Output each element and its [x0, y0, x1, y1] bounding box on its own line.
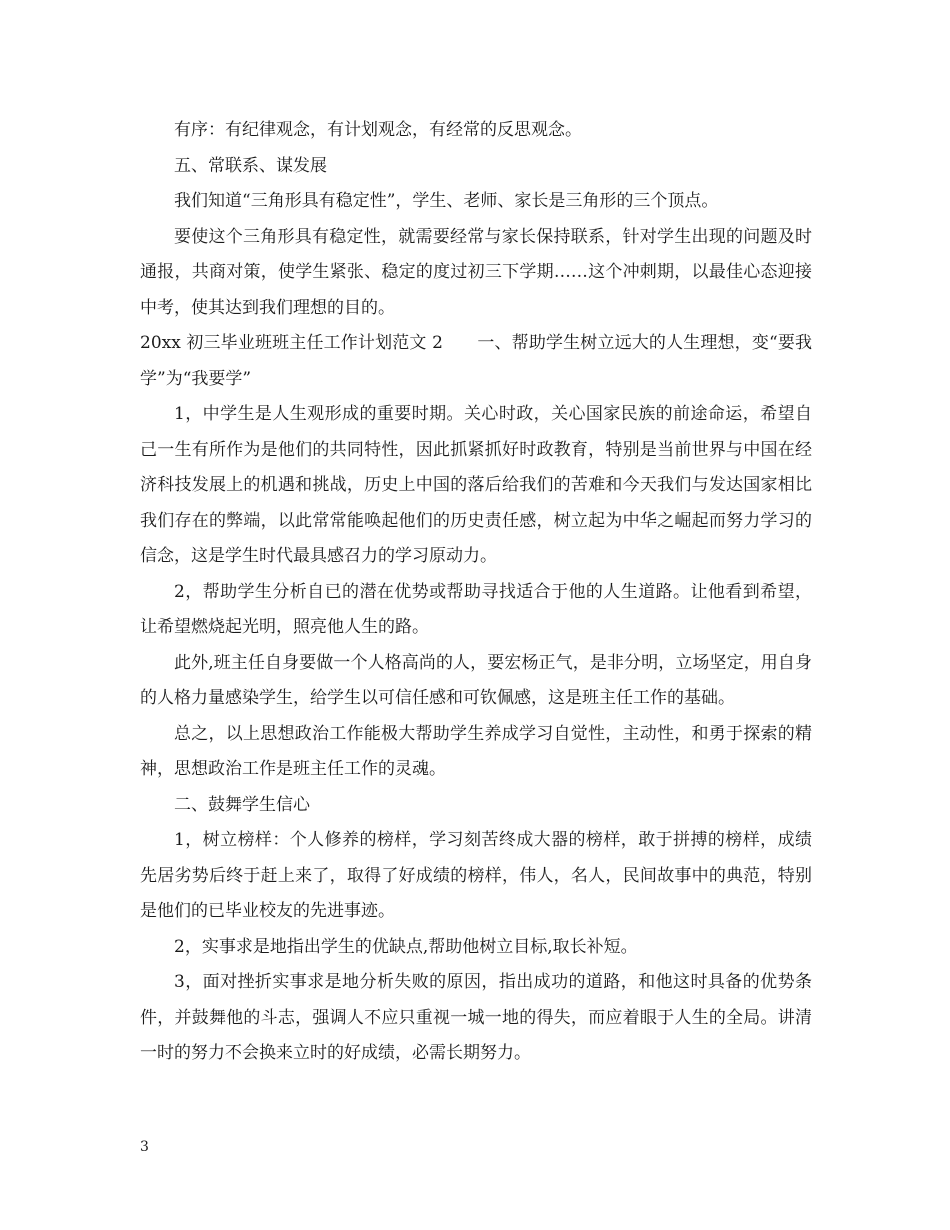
- paragraph: 2，实事求是地指出学生的优缺点,帮助他树立目标,取长补短。: [174, 936, 638, 957]
- document-body: [140, 113, 812, 1072]
- paragraph: 2，帮助学生分析自已的潜在优势或帮助寻找适合于他的人生道路。让他看到希望，让希望燃烧起光明，照亮他人生的路。: [140, 581, 812, 637]
- paragraph: 1，中学生是人生观形成的重要时期。关心时政，关心国家民族的前途命运，希望自己一生有所作为是他们的共同特性，因此抓紧抓好时政教育，特别是当前世界与中国在经济科技发展上的机遇和挑战，历史上中国的落后给我们的苦难和今天我们与发达国家相比我们存在的弊端，以此常常能唤起他们的历史责任感，树立起为中华之崛起而努力学习的信念，这是学生时代最具感召力的学习原动力。: [140, 404, 812, 566]
- paragraph: 1，树立榜样：个人修养的榜样，学习刻苦终成大器的榜样，敢于拼搏的榜样，成绩先居劣势后终于赶上来了，取得了好成绩的榜样，伟人，名人，民间故事中的典范，特别是他们的已毕业校友的先进事迹。: [140, 830, 812, 921]
- section-heading: 二、鼓舞学生信心: [174, 794, 310, 815]
- document-title-line: 20xx 初三毕业班班主任工作计划范文 2 一、帮助学生树立远大的人生理想，变“要我学”为“我要学”: [140, 333, 812, 389]
- paragraph: 要使这个三角形具有稳定性，就需要经常与家长保持联系，针对学生出现的问题及时通报，共商对策，使学生紧张、稳定的度过初三下学期……这个冲刺期，以最佳心态迎接中考，使其达到我们理想的目的。: [140, 226, 812, 318]
- paragraph: 此外,班主任自身要做一个人格高尚的人，要宏杨正气，是非分明，立场坚定，用自身的人格力量感染学生，给学生以可信任感和可钦佩感，这是班主任工作的基础。: [140, 652, 812, 708]
- paragraph: 我们知道“三角形具有稳定性”，学生、老师、家长是三角形的三个顶点。: [174, 191, 719, 211]
- page-number: 3: [140, 1139, 149, 1155]
- section-heading: 五、常联系、谋发展: [174, 155, 327, 176]
- paragraph: 总之，以上思想政治工作能极大帮助学生养成学习自觉性，主动性，和勇于探索的精神，思想政治工作是班主任工作的灵魂。: [140, 723, 812, 779]
- paragraph: 有序：有纪律观念，有计划观念，有经常的反思观念。: [174, 120, 582, 140]
- paragraph: 3，面对挫折实事求是地分析失败的原因，指出成功的道路，和他这时具备的优势条件，并鼓舞他的斗志，强调人不应只重视一城一地的得失，而应着眼于人生的全局。讲清一时的努力不会换来立时的好成绩，必需长期努力。: [140, 972, 812, 1063]
